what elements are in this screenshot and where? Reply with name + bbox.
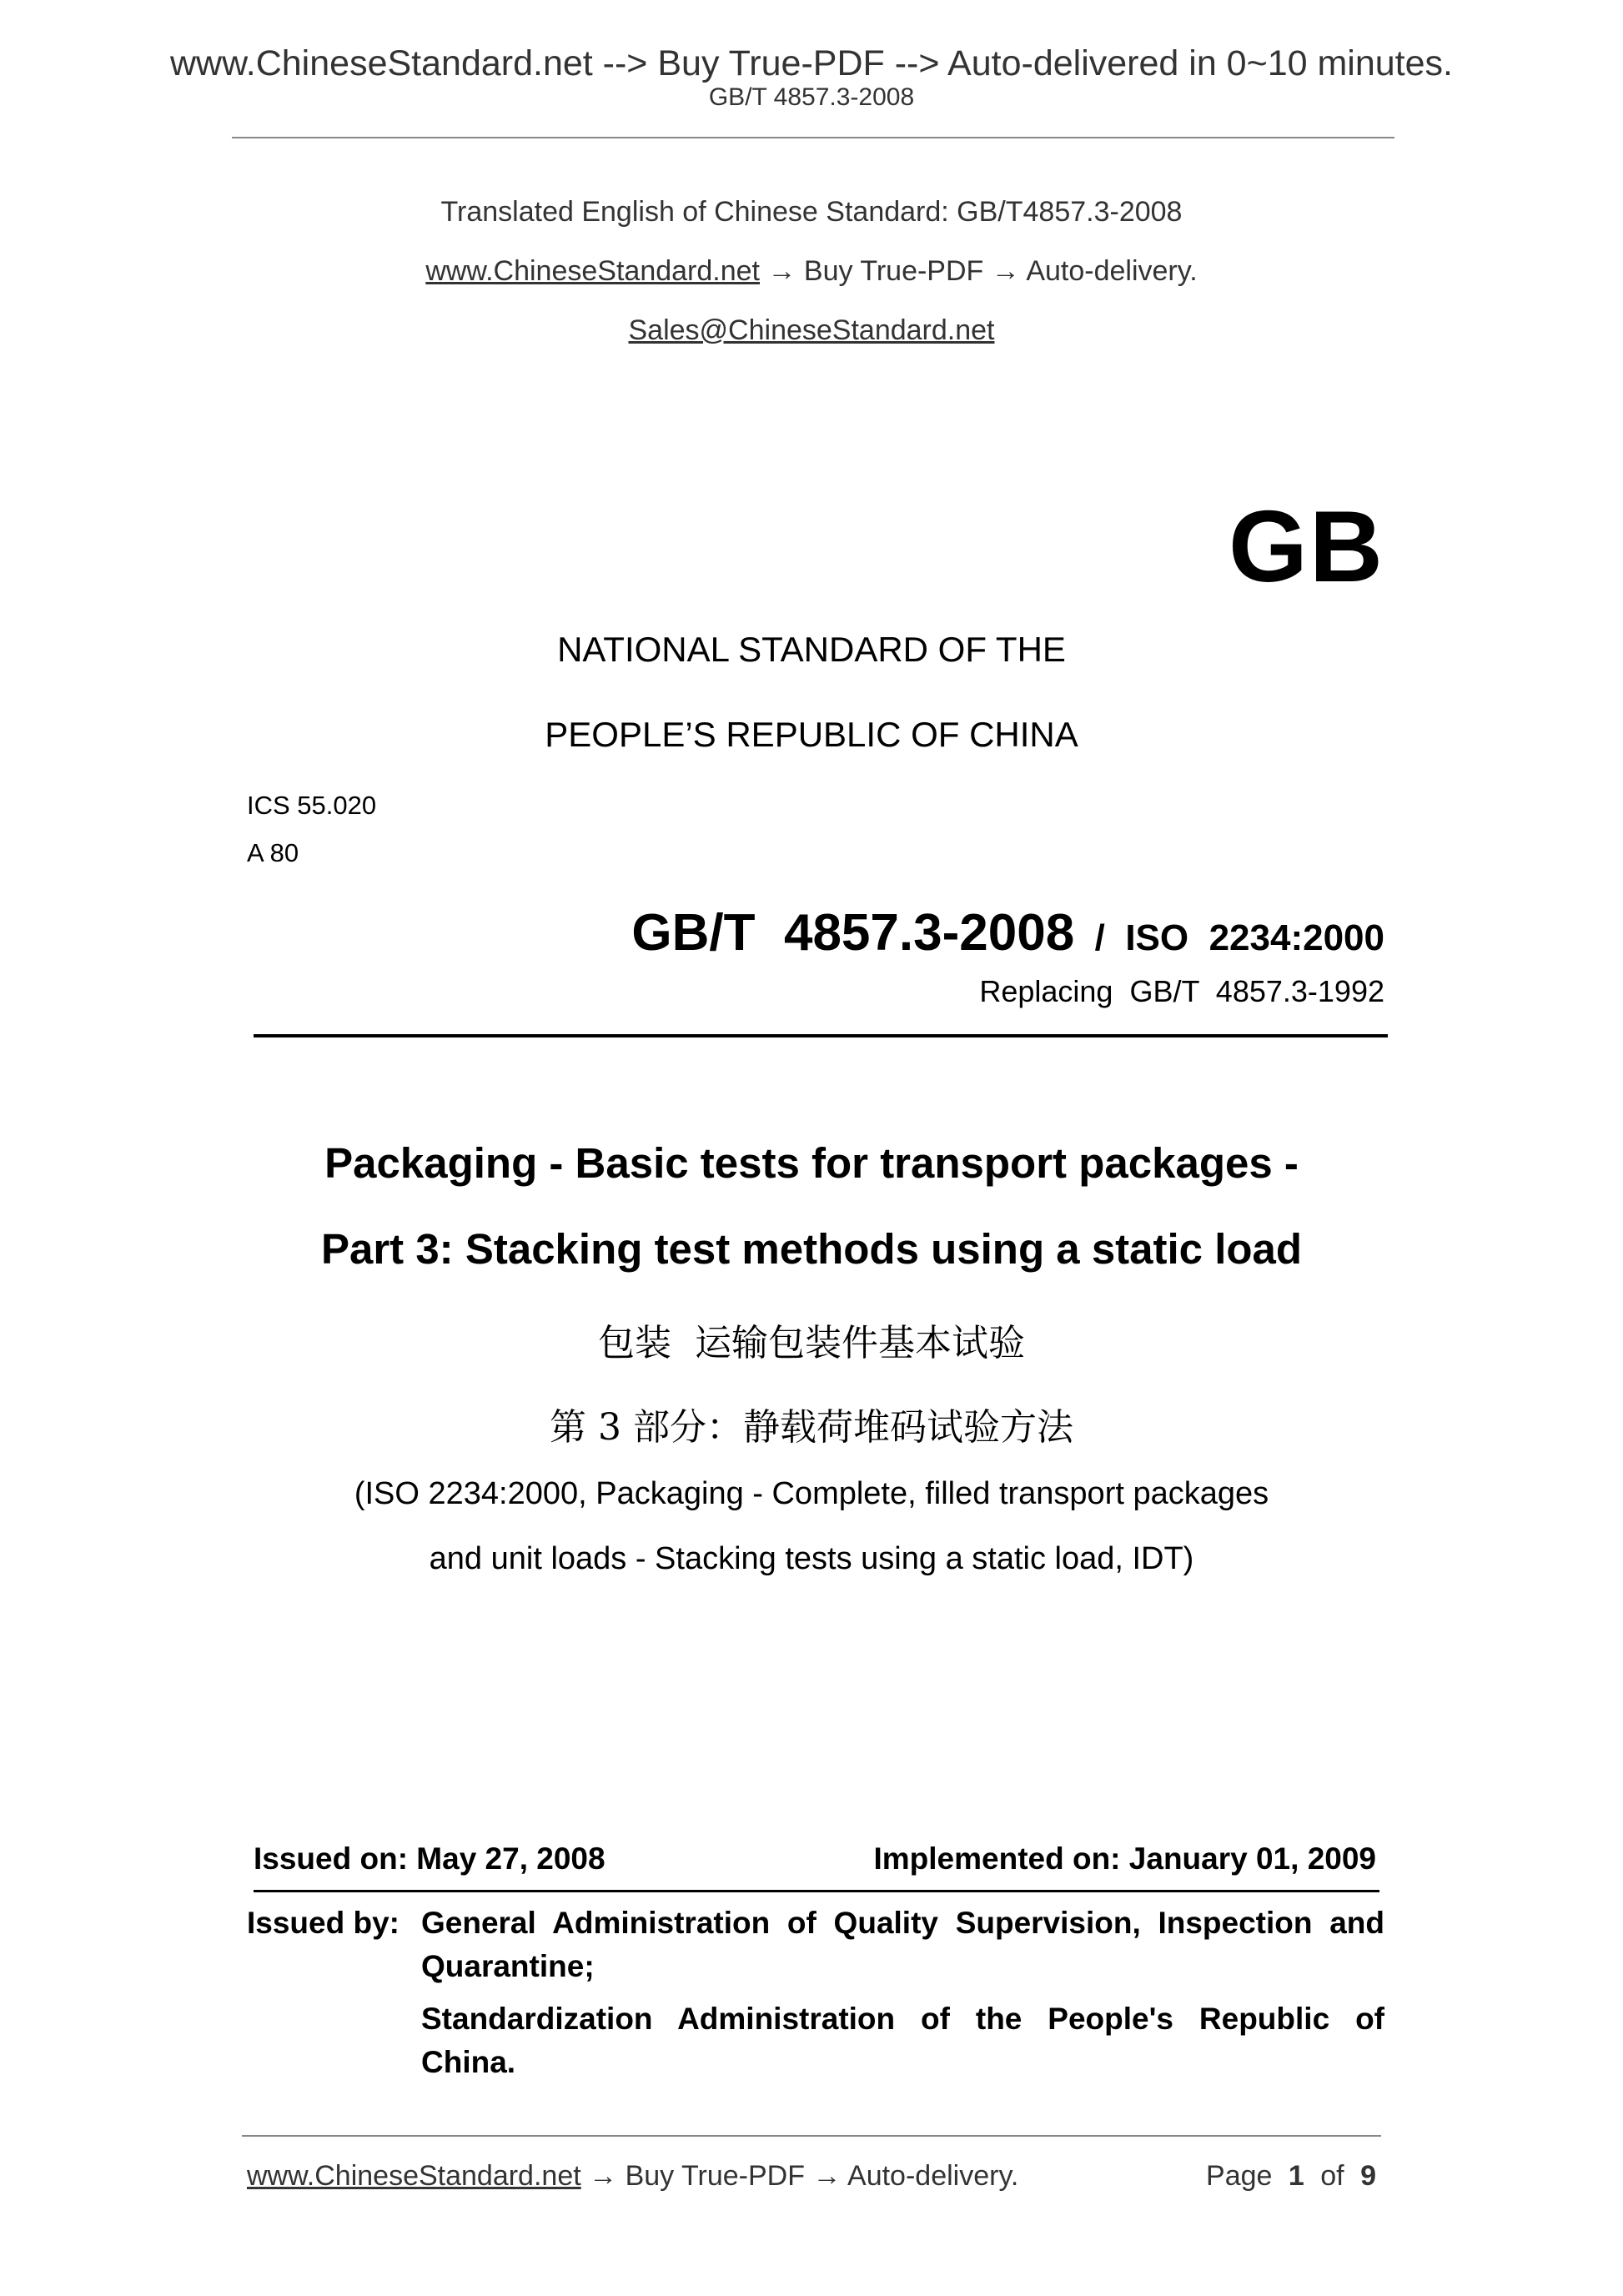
buy-text: Buy True-PDF — [803, 255, 984, 287]
top-banner — [0, 43, 1623, 84]
implemented-on: Implemented on: January 01, 2009 — [873, 1841, 1376, 1876]
email-link[interactable]: Sales@ChineseStandard.net — [628, 314, 995, 346]
arrow-icon: → — [767, 255, 796, 287]
page-number: 1 — [1288, 2160, 1304, 2192]
site-link[interactable]: www.ChineseStandard.net — [425, 255, 760, 287]
footer-delivery-text: Auto-delivery. — [847, 2160, 1019, 2192]
ccs-code: A 80 — [247, 838, 299, 867]
footer-site-link[interactable]: www.ChineseStandard.net — [247, 2160, 581, 2192]
email-line — [0, 314, 1623, 347]
issuer2-line1: Standardization Administration of the People's Republic of — [421, 2002, 1384, 2036]
page-indicator — [1206, 2160, 1376, 2193]
page-total: 9 — [1360, 2160, 1376, 2192]
national-standard-line2: PEOPLE’S REPUBLIC OF CHINA — [545, 715, 1078, 754]
slash-text: / — [1094, 917, 1105, 958]
issuer2-line2: China. — [421, 2045, 516, 2079]
national-standard-line1: NATIONAL STANDARD OF THE — [557, 630, 1066, 669]
standard-number: GB/T 4857.3-2008 — [631, 904, 1075, 962]
title-line2: Part 3: Stacking test methods using a static load — [320, 1225, 1303, 1273]
iso-ref-line2: and unit loads - Stacking tests using a static load, IDT) — [429, 1541, 1194, 1576]
slash — [1074, 917, 1094, 958]
title-divider — [254, 1034, 1388, 1037]
cn-title-line2: 第 3 部分：静载荷堆码试验方法 — [550, 1406, 1073, 1449]
footer-buy-text: Buy True-PDF — [625, 2160, 805, 2192]
standard-number-block — [625, 888, 1384, 962]
header-doc-code: GB/T 4857.3-2008 — [708, 83, 915, 111]
arrow-icon: → — [589, 2160, 618, 2192]
buy-line — [0, 255, 1623, 288]
banner-text[interactable]: www.ChineseStandard.net --> Buy True-PDF --> Auto-delivered in 0~10 minutes. — [169, 43, 1453, 83]
dates-divider — [254, 1890, 1379, 1892]
gb-logo: GB — [1229, 490, 1384, 603]
iso-ref-line1: (ISO 2234:2000, Packaging - Complete, filled transport packages — [354, 1476, 1269, 1511]
replacing-line: Replacing GB/T 4857.3-1992 — [979, 974, 1384, 1008]
cn-title-line1: 包装 运输包装件基本试验 — [598, 1322, 1025, 1364]
issuer1-line1: General Administration of Quality Supervision, Inspection and — [421, 1906, 1384, 1940]
ics-code: ICS 55.020 — [247, 791, 377, 820]
issued-by-label: Issued by: — [247, 1906, 399, 1940]
of-label: of — [1320, 2160, 1344, 2192]
issuer1-line2: Quarantine; — [421, 1949, 595, 1983]
delivery-text: Auto-delivery. — [1026, 255, 1198, 287]
arrow-icon: → — [991, 255, 1020, 287]
iso-prefix: ISO — [1125, 917, 1189, 958]
page-label: Page — [1206, 2160, 1273, 2192]
translation-line: Translated English of Chinese Standard: GB/T4857.3-2008 — [440, 196, 1183, 228]
iso-number: 2234:2000 — [1208, 917, 1384, 958]
title-line1: Packaging - Basic tests for transport packages - — [324, 1139, 1299, 1187]
issued-on: Issued on: May 27, 2008 — [254, 1841, 605, 1876]
header-divider — [232, 137, 1394, 138]
arrow-icon: → — [812, 2160, 842, 2192]
footer-divider — [242, 2135, 1381, 2137]
footer-buy-line — [247, 2160, 1018, 2193]
